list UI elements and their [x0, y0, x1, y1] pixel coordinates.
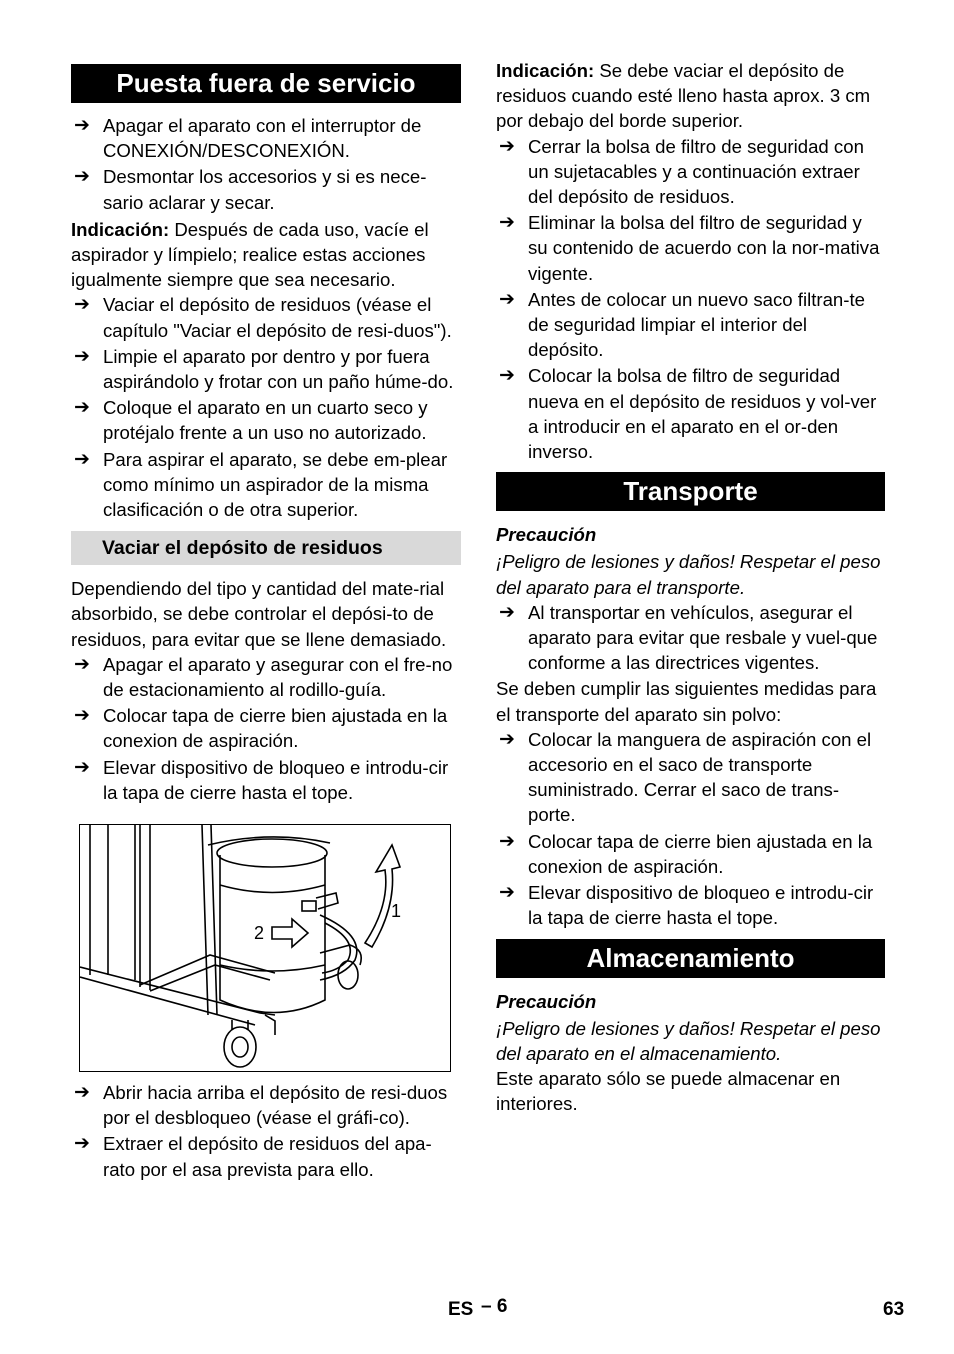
caution-label: Precaución: [496, 524, 597, 546]
list-item: ➔ Coloque el aparato en un cuarto seco y protéjalo frente a un uso no autorizado.: [74, 397, 428, 444]
list-item: ➔ Vaciar el depósito de residuos (véase el capítulo "Vaciar el depósito de resi-duos").: [74, 294, 452, 341]
right-column: [496, 58, 885, 1117]
arrow-right-icon: ➔: [74, 115, 90, 136]
arrow-right-icon: ➔: [499, 365, 515, 387]
measures-paragraph: Se deben cumplir las siguientes medidas para el transporte del aparato sin polvo:: [496, 678, 877, 725]
arrow-right-icon: ➔: [74, 448, 90, 470]
arrow-right-icon: ➔: [74, 756, 90, 778]
list-item: ➔ Extraer el depósito de residuos del apa-rato por el asa prevista para ello.: [74, 1133, 432, 1180]
list-item: ➔ Colocar la manguera de aspiración con el accesorio en el saco de transporte suministrado. Cerrar el saco de trans-porte.: [499, 728, 872, 826]
arrow-right-icon: ➔: [74, 294, 90, 316]
list-item: ➔ Para aspirar el aparato, se debe em-plear como mínimo un aspirador de la misma clasificación o de otra superior.: [74, 448, 448, 521]
caution-text: ¡Peligro de lesiones y daños! Respetar el peso del aparato para el transporte.: [496, 551, 881, 598]
arrow-right-icon: ➔: [74, 653, 90, 675]
list-item: ➔ Colocar tapa de cierre bien ajustada en la conexion de aspiración.: [74, 705, 448, 752]
arrow-right-icon: ➔: [499, 135, 515, 157]
list-item: ➔ Colocar la bolsa de filtro de seguridad nueva en el depósito de residuos y vol-ver a introducir en el aparato en el or-den inverso.: [499, 365, 877, 463]
note-paragraph: Indicación: Después de cada uso, vacíe el aspirador y límpielo; realice estas acciones igualmente siempre que sea necesario.: [71, 218, 429, 291]
arrow-right-icon: ➔: [499, 212, 515, 234]
list-item: ➔ Apagar el aparato y asegurar con el fre-no de estacionamiento al rodillo-guía.: [74, 653, 453, 701]
list-item: ➔ Al transportar en vehículos, asegurar el aparato para evitar que resbale y vuel-que conforme a las directrices vigentes.: [499, 601, 878, 674]
arrow-right-icon: ➔: [74, 1082, 90, 1104]
page-number: 63: [883, 1299, 905, 1320]
arrow-right-icon: ➔: [499, 882, 515, 904]
caution-text: ¡Peligro de lesiones y daños! Respetar el peso del aparato en el almacenamiento.: [496, 1017, 881, 1064]
arrow-right-icon: ➔: [499, 728, 515, 750]
caution-label: Precaución: [496, 990, 597, 1012]
left-column: [71, 58, 461, 1182]
footer-section-page: – 6: [481, 1296, 508, 1317]
list-item: ➔ Eliminar la bolsa del filtro de seguridad y su contenido de acuerdo con la nor-mativa vigente.: [499, 212, 880, 284]
list-item: ➔ Limpie el aparato por dentro y por fuera aspirándolo y frotar con un paño húme-do.: [74, 345, 454, 393]
arrow-right-icon: ➔: [499, 830, 515, 852]
section-heading-decommission: Puesta fuera de servicio: [71, 64, 461, 103]
list-item: ➔ Elevar dispositivo de bloqueo e introdu-cir la tapa de cierre hasta el tope.: [499, 882, 874, 929]
list-item: ➔ Abrir hacia arriba el depósito de resi-duos por el desbloqueo (véase el gráfi-co).: [74, 1082, 448, 1129]
subsection-heading-empty-container: Vaciar el depósito de residuos: [71, 531, 461, 565]
list-item: ➔ Desmontar los accesorios y si es nece-sario aclarar y secar.: [74, 166, 427, 213]
list-item: ➔ Apagar el aparato con el interruptor de CONEXIÓN/DESCONEXIÓN.: [74, 115, 422, 162]
footer-language: ES: [448, 1299, 474, 1320]
arrow-right-icon: ➔: [74, 1133, 90, 1155]
list-item: ➔ Colocar tapa de cierre bien ajustada en la conexion de aspiración.: [499, 830, 873, 877]
arrow-right-icon: ➔: [74, 705, 90, 727]
arrow-right-icon: ➔: [74, 397, 90, 419]
intro-paragraph: Dependiendo del tipo y cantidad del mate-rial absorbido, se debe controlar el depósi-to de residuos, para evitar que se llene demasiado.: [71, 578, 447, 650]
list-item: ➔ Cerrar la bolsa de filtro de seguridad con un sujetacables y a continuación extraer del depósito de residuos.: [499, 135, 864, 208]
figure-label-1: 1: [391, 901, 402, 922]
list-item: ➔ Antes de colocar un nuevo saco filtran-te de seguridad limpiar el interior del depósito.: [499, 288, 865, 361]
vacuum-container-figure: [79, 824, 451, 1072]
list-item: ➔ Elevar dispositivo de bloqueo e introdu-cir la tapa de cierre hasta el tope.: [74, 756, 449, 803]
section-heading-storage: Almacenamiento: [496, 939, 885, 978]
arrow-right-icon: ➔: [499, 601, 515, 623]
arrow-right-icon: ➔: [74, 345, 90, 367]
vacuum-illustration: [80, 825, 450, 1071]
storage-paragraph: Este aparato sólo se puede almacenar en interiores.: [496, 1068, 841, 1115]
section-heading-transport: Transporte: [496, 472, 885, 511]
note-paragraph: Indicación: Se debe vaciar el depósito de residuos cuando esté lleno hasta aprox. 3 cm por debajo del borde superior.: [496, 60, 871, 132]
arrow-right-icon: ➔: [499, 288, 515, 310]
figure-label-2: 2: [254, 923, 265, 944]
arrow-right-icon: ➔: [74, 166, 90, 188]
